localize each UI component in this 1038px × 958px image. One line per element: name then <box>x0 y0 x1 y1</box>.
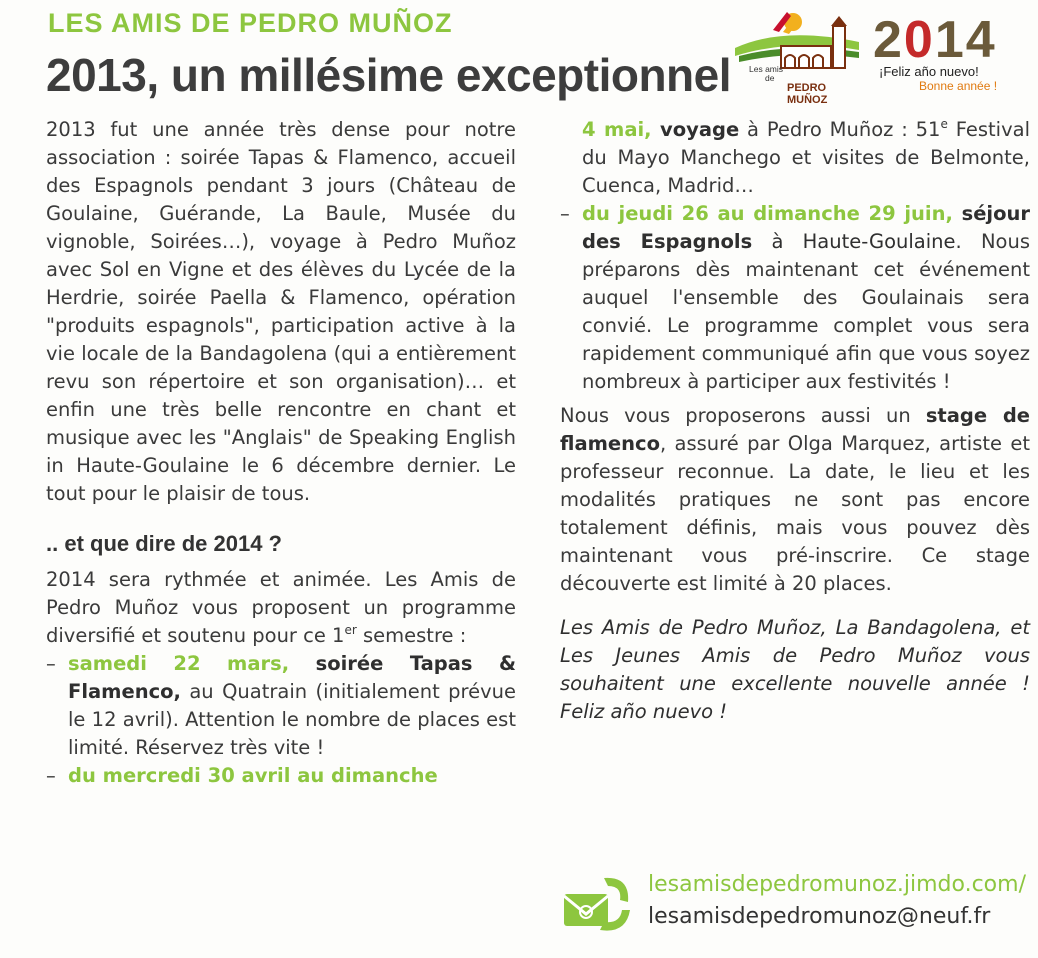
page-title: 2013, un millésime exceptionnel <box>46 49 732 101</box>
list-item-voyage-cont <box>560 116 1030 200</box>
association-logo <box>733 8 861 106</box>
year-digit-0: 0 <box>903 11 935 69</box>
event-title: voyage <box>651 118 740 141</box>
event-date: du mercredi 30 avril au dimanche <box>68 764 438 787</box>
stage-text-a: Nous vous proposerons aussi un <box>560 404 926 427</box>
logo-name: PEDRO MUÑOZ <box>787 82 828 106</box>
email-phone-icon <box>560 872 632 944</box>
intro-paragraph: 2013 fut une année très dense pour notre association : soirée Tapas & Flamenco, accueil des Espagnols pendant 3 jours (Château de Goulaine, Guérande, La Baule, Musée du vignoble, Soirées…), voyage à Pedro Muñoz avec Sol en Vigne et des élèves du Lycée de la Herdrie, soirée Paella & Flamenco, opération "produits espagnols", participation active à la vie locale de la Bandagolena (qui a entièrement revu son répertoire et son organisation)… et enfin une très belle rencontre en chant et musique avec les "Anglais" de Speaking English in Haute-Goulaine le 6 décembre dernier. Le tout pour le plaisir de tous. <box>46 118 516 505</box>
event-sup: e <box>940 117 948 131</box>
section-heading-2014: .. et que dire de 2014 ? <box>46 531 282 556</box>
year-graphic <box>873 11 1033 69</box>
list-dash: – <box>46 652 56 675</box>
logo-line2: de <box>765 73 775 83</box>
list-item-sejour <box>560 200 1030 396</box>
event-date: du jeudi 26 au dimanche 29 juin, <box>582 202 953 225</box>
list-dash: – <box>560 202 570 225</box>
event-description-b: Festival du Mayo Manchego et visites de Belmonte, Cuenca, Madrid… <box>582 118 1030 197</box>
program-intro-text-a: 2014 sera rythmée et animée. Les Amis de Pedro Muñoz vous proposent un programme diversifié et soutenu pour ce 1 <box>46 568 516 647</box>
event-title: séjour des Espagnols <box>582 202 1031 253</box>
right-column <box>560 116 1030 726</box>
event-title: soirée Tapas & Flamenco, <box>68 652 516 703</box>
year-digits-14: 14 <box>934 11 997 69</box>
list-item-tapas <box>46 650 516 762</box>
program-intro-text-b: semestre : <box>356 624 467 647</box>
closing-wishes: Les Amis de Pedro Muñoz, La Bandagolena, et Les Jeunes Amis de Pedro Muñoz vous souhaitent une excellente nouvelle année ! Feliz año nuevo ! <box>560 616 1030 723</box>
event-description: Nous préparons dès maintenant cet événement auquel l'ensemble des Goulainais sera convié. Le programme complet vous sera rapidement communiqué afin que vous soyez nombreux à participer aux festivités ! <box>582 230 1031 393</box>
event-description: au Quatrain (initialement prévue le 12 avril). Attention le nombre de places est limité. Réservez très vite ! <box>68 680 516 759</box>
year-logo <box>873 11 1033 104</box>
website-link[interactable]: lesamisdepedromunoz.jimdo.com/ <box>648 872 1026 897</box>
stage-paragraph <box>560 402 1030 598</box>
year-digit-2: 2 <box>873 11 904 69</box>
list-dash: – <box>46 764 56 787</box>
logo-caption <box>749 65 783 83</box>
feliz-text: ¡Feliz año nuevo! <box>879 64 979 79</box>
contact-block <box>560 868 1030 948</box>
list-item-voyage <box>46 762 516 790</box>
section-kicker: LES AMIS DE PEDRO MUÑOZ <box>48 8 453 38</box>
email-link[interactable]: lesamisdepedromunoz@neuf.fr <box>648 904 991 929</box>
program-intro <box>46 566 516 650</box>
logo-line1: Les amis <box>749 64 784 74</box>
bonne-annee-text: Bonne année ! <box>919 79 998 93</box>
stage-text-b: , assuré par Olga Marquez, artiste et professeur reconnue. La date, le lieu et les modalités pratiques ne sont pas encore totalement définis, mais vous pouvez dès maintenant vous pré-inscrire. Ce stage découverte est limité à 20 places. <box>560 432 1030 595</box>
event-date: 4 mai, <box>582 118 652 141</box>
event-date: samedi 22 mars, <box>68 652 290 675</box>
program-intro-sup: er <box>344 623 357 637</box>
event-description-a: à Pedro Muñoz : 51 <box>739 118 941 141</box>
stage-title: stage de flamenco <box>560 404 1030 455</box>
left-column <box>46 116 516 790</box>
event-place: à Haute-Goulaine. <box>752 230 962 253</box>
